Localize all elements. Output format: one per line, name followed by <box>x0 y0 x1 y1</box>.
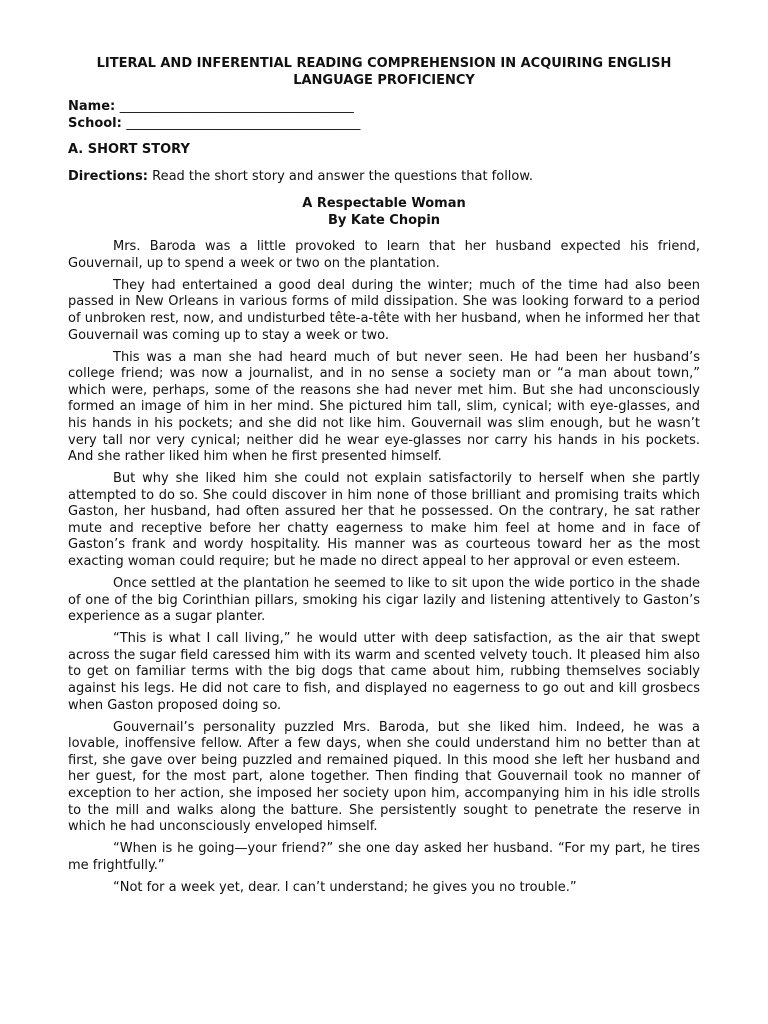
school-field <box>68 116 700 133</box>
directions-label: Directions: <box>68 168 148 184</box>
story-paragraph: Once settled at the plantation he seemed to like to sit upon the wide portico in the shade of one of the big Corinthian pillars, smoking his cigar lazily and listening attentively to Gaston’s experience as a sugar planter. <box>68 576 700 625</box>
story-paragraph: But why she liked him she could not explain satisfactorily to herself when she partly attempted to do so. She could discover in him none of those brilliant and promising traits which Gaston, her husband, had often assured her that he possessed. On the contrary, he sat rather mute and receptive before her chatty eagerness to make him feel at home and in face of Gaston’s frank and wordy hospitality. His manner was as courteous toward her as the most exacting woman could require; but he made no direct appeal to her approval or even esteem. <box>68 471 700 570</box>
school-blank: ____________________________________ <box>126 115 361 131</box>
directions <box>68 169 700 186</box>
directions-text: Read the short story and answer the questions that follow. <box>152 168 533 184</box>
story-paragraph: “This is what I call living,” he would utter with deep satisfaction, as the air that swept across the sugar field caressed him with its warm and scented velvety touch. It pleased him also to get on familiar terms with the big dogs that came about him, rubbing themselves sociably against his legs. He did not care to fish, and displayed no eagerness to go out and kill grosbecs when Gaston proposed doing so. <box>68 631 700 713</box>
story-paragraph: They had entertained a good deal during the winter; much of the time had also been passed in New Orleans in various forms of mild dissipation. She was looking forward to a period of unbroken rest, now, and undisturbed tête-a-tête with her husband, when he informed her that Gouvernail was coming up to stay a week or two. <box>68 277 700 343</box>
document-page <box>68 55 700 896</box>
story-paragraph: Gouvernail’s personality puzzled Mrs. Baroda, but she liked him. Indeed, he was a lovable, inoffensive fellow. After a few days, when she could understand him no better than at first, she gave over being puzzled and remained piqued. In this mood she left her husband and her guest, for the most part, alone together. Then finding that Gouvernail took no manner of exception to her action, she imposed her society upon him, accompanying him in his idle strolls to the mill and walks along the batture. She persistently sought to penetrate the reserve in which he had unconsciously enveloped himself. <box>68 719 700 835</box>
story-heading <box>68 195 700 229</box>
name-label: Name: <box>68 99 116 114</box>
name-blank: ____________________________________ <box>119 99 354 114</box>
story-title: A Respectable Woman <box>302 196 466 212</box>
section-heading: A. SHORT STORY <box>68 142 190 157</box>
story-paragraph: “When is he going—your friend?” she one day asked her husband. “For my part, he tires me frightfully.” <box>68 841 700 873</box>
document-title: LITERAL AND INFERENTIAL READING COMPREHENSION IN ACQUIRING ENGLISH LANGUAGE PROFICIENCY <box>96 56 672 88</box>
story-paragraph: Mrs. Baroda was a little provoked to learn that her husband expected his friend, Gouvernail, up to spend a week or two on the plantation. <box>68 239 700 271</box>
story-paragraph: This was a man she had heard much of but never seen. He had been her husband’s college friend; was now a journalist, and in no sense a society man or “a man about town,” which were, perhaps, some of the reasons she had never met him. But she had unconsciously formed an image of him in her mind. She pictured him tall, slim, cynical; with eye-glasses, and his hands in his pockets; and she did not like him. Gouvernail was slim enough, but he wasn’t very tall nor very cynical; neither did he wear eye-glasses nor carry his hands in his pockets. And she rather liked him when he first presented himself. <box>68 349 700 465</box>
name-field <box>68 99 700 116</box>
story-paragraph: “Not for a week yet, dear. I can’t understand; he gives you no trouble.” <box>113 879 577 895</box>
story-author: By Kate Chopin <box>327 213 441 229</box>
school-label: School: <box>68 115 122 131</box>
